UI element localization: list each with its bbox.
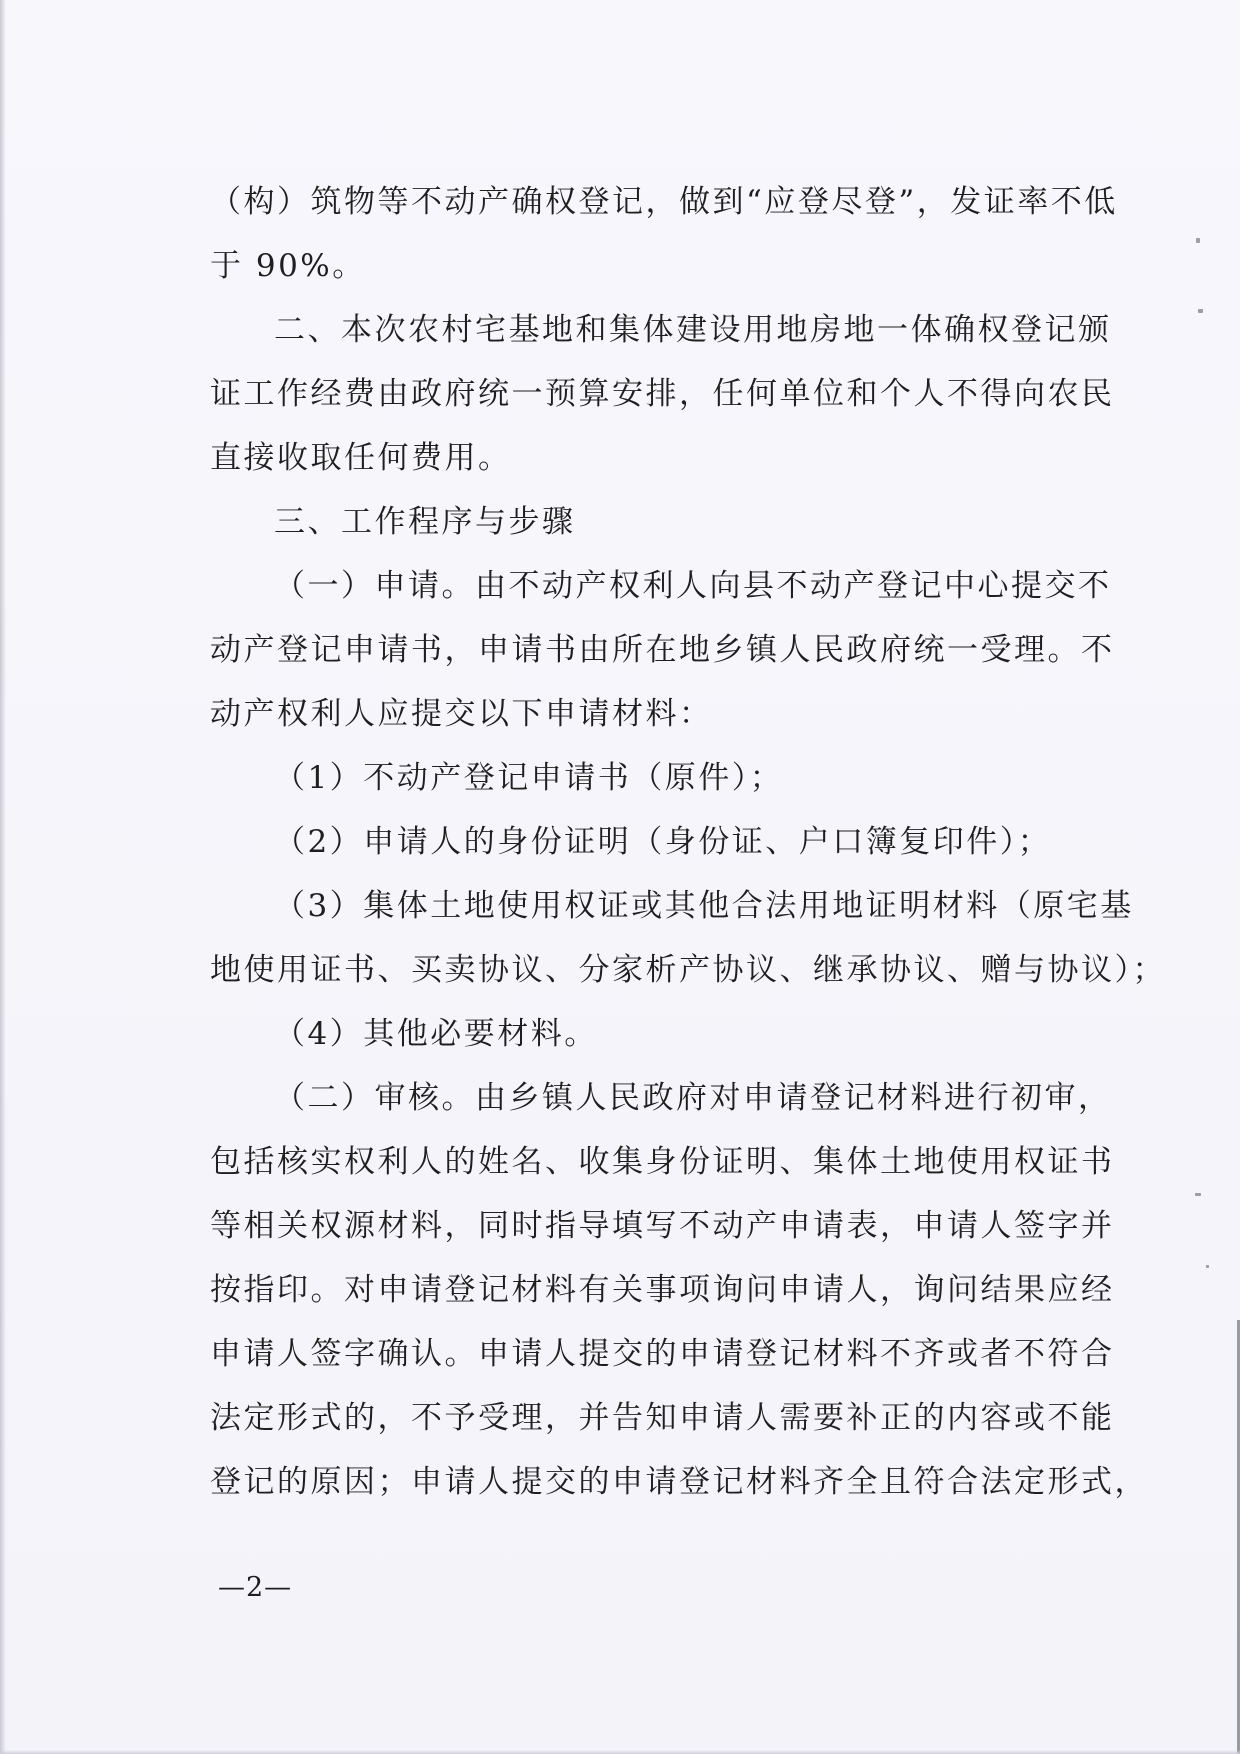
scan-edge-bottom bbox=[0, 1750, 1240, 1754]
list-item: （1）不动产登记申请书（原件）； bbox=[274, 760, 784, 796]
text-line: 动产登记申请书，申请书由所在地乡镇人民政府统一受理。不 bbox=[210, 632, 1115, 668]
body-text bbox=[210, 170, 1166, 1514]
list-item: （4）其他必要材料。 bbox=[274, 1016, 598, 1052]
text-line: （一）申请。由不动产权利人向县不动产登记中心提交不 bbox=[274, 568, 1112, 604]
text-line: 等相关权源材料，同时指导填写不动产申请表，申请人签字并 bbox=[210, 1208, 1115, 1244]
text-line: （二）审核。由乡镇人民政府对申请登记材料进行初审， bbox=[274, 1080, 1112, 1116]
scan-speck bbox=[1196, 238, 1200, 243]
section-heading: 三、工作程序与步骤 bbox=[274, 504, 576, 540]
list-item: （3）集体土地使用权证或其他合法用地证明材料（原宅基 bbox=[274, 888, 1134, 924]
text-line: 登记的原因；申请人提交的申请登记材料齐全且符合法定形式， bbox=[210, 1464, 1148, 1500]
text-line: 动产权利人应提交以下申请材料： bbox=[210, 696, 713, 732]
list-item: （2）申请人的身份证明（身份证、户口簿复印件）； bbox=[274, 824, 1052, 860]
page-number: —2— bbox=[218, 1572, 293, 1603]
text-line: 二、本次农村宅基地和集体建设用地房地一体确权登记颁 bbox=[274, 312, 1112, 348]
text-line: 直接收取任何费用。 bbox=[210, 440, 512, 476]
text-line: 于 90%。 bbox=[210, 248, 366, 284]
text-line: 地使用证书、买卖协议、分家析产协议、继承协议、赠与协议）； bbox=[210, 952, 1166, 988]
scan-speck bbox=[1206, 1265, 1209, 1268]
text-line: （构）筑物等不动产确权登记，做到“应登尽登”，发证率不低 bbox=[210, 184, 1118, 220]
text-line: 申请人签字确认。申请人提交的申请登记材料不齐或者不符合 bbox=[210, 1336, 1115, 1372]
scan-speck bbox=[1195, 1193, 1201, 1196]
scan-edge-left bbox=[0, 0, 6, 1754]
text-line: 按指印。对申请登记材料有关事项询问申请人，询问结果应经 bbox=[210, 1272, 1115, 1308]
text-line: 证工作经费由政府统一预算安排，任何单位和个人不得向农民 bbox=[210, 376, 1115, 412]
scan-speck bbox=[1198, 309, 1203, 313]
text-line: 包括核实权利人的姓名、收集身份证明、集体土地使用权证书 bbox=[210, 1144, 1115, 1180]
text-line: 法定形式的，不予受理，并告知申请人需要补正的内容或不能 bbox=[210, 1400, 1115, 1436]
